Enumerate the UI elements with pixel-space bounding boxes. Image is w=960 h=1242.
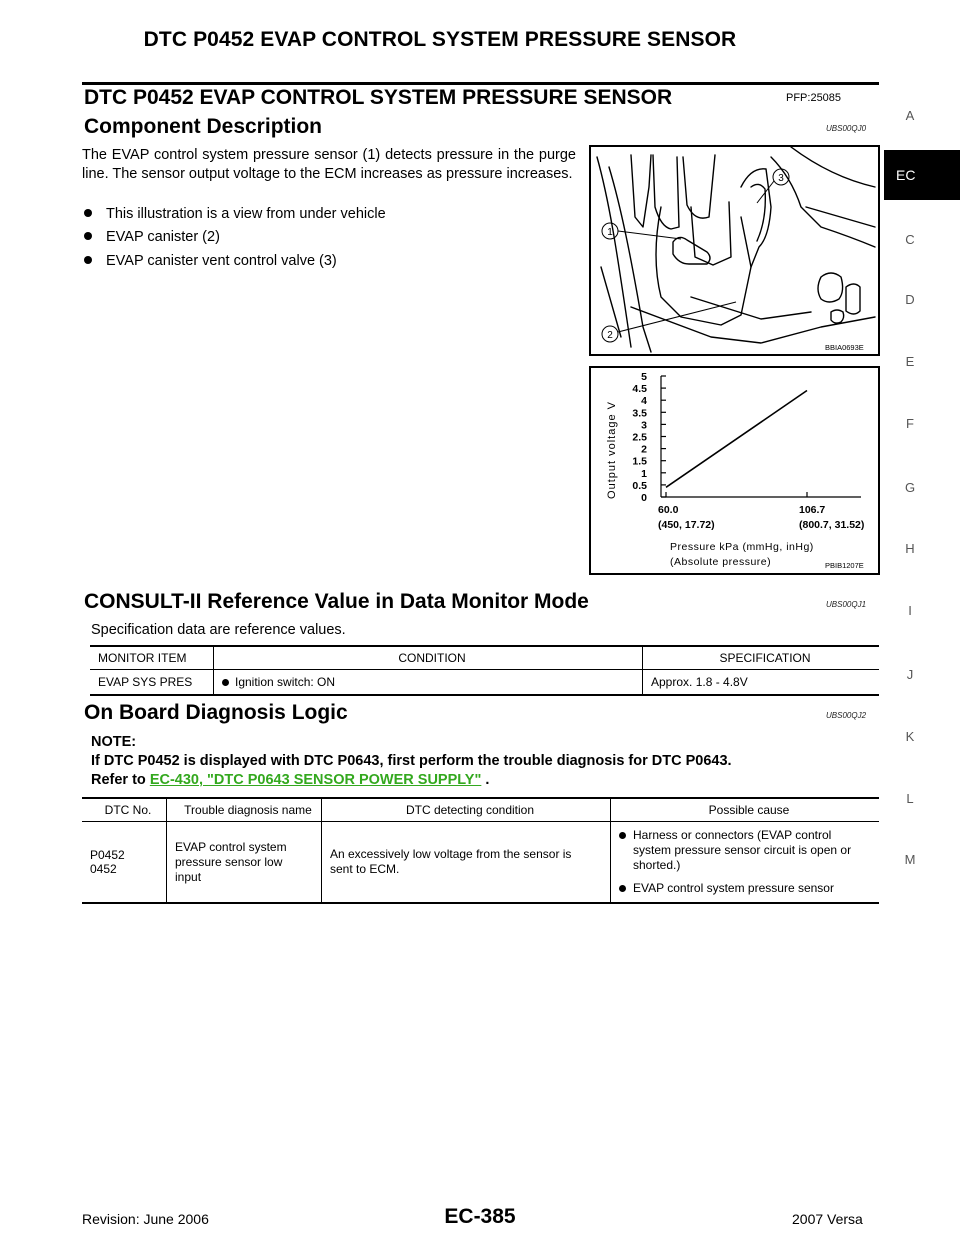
pfp-code: PFP:25085 xyxy=(786,92,842,104)
side-index-g[interactable]: G xyxy=(904,480,916,495)
figure1-code: BBIA0693E xyxy=(825,343,864,352)
col-condition: CONDITION xyxy=(214,646,643,670)
bullet-dot xyxy=(619,832,626,839)
footer-model: 2007 Versa xyxy=(792,1211,863,1227)
component-bullet: EVAP canister (2) xyxy=(84,229,220,245)
header-rule xyxy=(82,82,879,85)
y-tick-label: 4 xyxy=(641,395,647,408)
cell-detecting-condition: An excessively low voltage from the sensor is sent to ECM. xyxy=(322,822,611,904)
y-tick-label: 2 xyxy=(641,443,647,456)
component-section-id: UBS00QJ0 xyxy=(826,124,867,133)
component-bullet: This illustration is a view from under vehicle xyxy=(84,206,386,222)
side-index-h[interactable]: H xyxy=(905,541,915,556)
x-tick-label: 60.0 xyxy=(658,504,679,516)
sensor-location-figure xyxy=(589,145,880,356)
y-tick-label: 2.5 xyxy=(632,431,647,444)
y-tick-label: 0 xyxy=(641,492,647,504)
side-index-l[interactable]: L xyxy=(906,791,914,806)
reference-link[interactable]: EC-430, "DTC P0643 SENSOR POWER SUPPLY" xyxy=(149,772,482,788)
x-tick-label: 106.7 xyxy=(799,504,826,516)
bullet-dot xyxy=(619,885,626,892)
callout-2-label: 2 xyxy=(607,330,613,341)
side-index-e[interactable]: E xyxy=(905,354,915,369)
component-bullet: EVAP canister vent control valve (3) xyxy=(84,253,337,269)
side-index-f[interactable]: F xyxy=(906,416,914,431)
bullet-dot xyxy=(84,232,92,240)
col-detecting-condition: DTC detecting condition xyxy=(322,798,611,822)
cell-possible-cause xyxy=(611,822,880,904)
y-tick-label: 3 xyxy=(641,419,647,432)
callout-1-label: 1 xyxy=(607,227,613,238)
obd-section-id: UBS00QJ2 xyxy=(826,711,867,720)
consult-reference-table xyxy=(90,645,879,696)
list-item: EVAP control system pressure sensor xyxy=(619,881,871,896)
x-tick-sublabel: (450, 17.72) xyxy=(658,519,715,531)
bullet-dot xyxy=(222,679,229,686)
col-specification: SPECIFICATION xyxy=(643,646,880,670)
cell-monitor-item: EVAP SYS PRES xyxy=(90,670,214,696)
col-monitor-item: MONITOR ITEM xyxy=(90,646,214,670)
y-tick-label: 1 xyxy=(641,467,647,480)
page-number: EC-385 xyxy=(444,1205,516,1228)
series-line xyxy=(666,391,807,488)
dtc-table xyxy=(82,797,879,904)
cell-condition: Ignition switch: ON xyxy=(214,670,643,696)
note-block xyxy=(91,733,732,790)
footer-revision: Revision: June 2006 xyxy=(82,1211,209,1227)
under-vehicle-illustration xyxy=(591,147,878,354)
note-label: NOTE: xyxy=(91,734,137,750)
page-title: DTC P0452 EVAP CONTROL SYSTEM PRESSURE SENSOR xyxy=(84,86,673,109)
cell-specification: Approx. 1.8 - 4.8V xyxy=(643,670,880,696)
callout-3-label: 3 xyxy=(778,173,784,184)
col-trouble-name: Trouble diagnosis name xyxy=(167,798,322,822)
list-item: Harness or connectors (EVAP control system pressure sensor circuit is open or shorted.) xyxy=(619,828,871,873)
side-index-j[interactable]: J xyxy=(906,667,914,682)
y-axis-label: Output voltage V xyxy=(606,401,618,499)
table-row xyxy=(82,822,879,904)
side-index-m[interactable]: M xyxy=(904,852,916,867)
bullet-dot xyxy=(84,209,92,217)
y-tick-label: 0.5 xyxy=(632,479,647,492)
y-tick-label: 3.5 xyxy=(632,407,647,420)
consult-intro: Specification data are reference values. xyxy=(91,622,346,638)
x-axis-label-line2: (Absolute pressure) xyxy=(670,556,772,568)
figure2-code: PBIB1207E xyxy=(825,561,864,570)
running-header-title: DTC P0452 EVAP CONTROL SYSTEM PRESSURE SENSOR xyxy=(143,28,737,51)
side-index-ec-active[interactable]: EC xyxy=(884,150,960,200)
component-paragraph: The EVAP control system pressure sensor (1) detects pressure in the purge line. The sensor output voltage to the ECM increases as pressure increases. xyxy=(82,147,576,182)
side-index-k[interactable]: K xyxy=(905,729,915,744)
col-dtc-no: DTC No. xyxy=(82,798,167,822)
x-tick-sublabel: (800.7, 31.52) xyxy=(799,519,865,531)
refer-line: Refer to EC-430, "DTC P0643 SENSOR POWER SUPPLY" . xyxy=(91,772,490,788)
cell-dtc-no: P0452 0452 xyxy=(82,822,167,904)
side-index-c[interactable]: C xyxy=(905,232,915,247)
y-tick-label: 5 xyxy=(641,371,647,383)
col-possible-cause: Possible cause xyxy=(611,798,880,822)
bullet-dot xyxy=(84,256,92,264)
y-tick-label: 4.5 xyxy=(632,383,647,396)
cell-trouble-name: EVAP control system pressure sensor low input xyxy=(167,822,322,904)
table-row xyxy=(90,670,879,696)
y-tick-label: 1.5 xyxy=(632,455,647,468)
consult-heading: CONSULT-II Reference Value in Data Monitor Mode xyxy=(84,590,589,613)
x-axis-label-line1: Pressure kPa (mmHg, inHg) xyxy=(670,541,814,553)
side-index-i[interactable]: I xyxy=(908,603,912,618)
obd-heading: On Board Diagnosis Logic xyxy=(84,701,348,724)
component-description-heading: Component Description xyxy=(84,115,323,138)
side-index-d[interactable]: D xyxy=(905,292,915,307)
chart-svg xyxy=(591,368,878,573)
note-text: If DTC P0452 is displayed with DTC P0643, first perform the trouble diagnosis for DTC P0643. xyxy=(91,753,732,769)
voltage-pressure-chart xyxy=(589,366,880,575)
side-index-a[interactable]: A xyxy=(905,108,915,123)
consult-section-id: UBS00QJ1 xyxy=(826,600,867,609)
